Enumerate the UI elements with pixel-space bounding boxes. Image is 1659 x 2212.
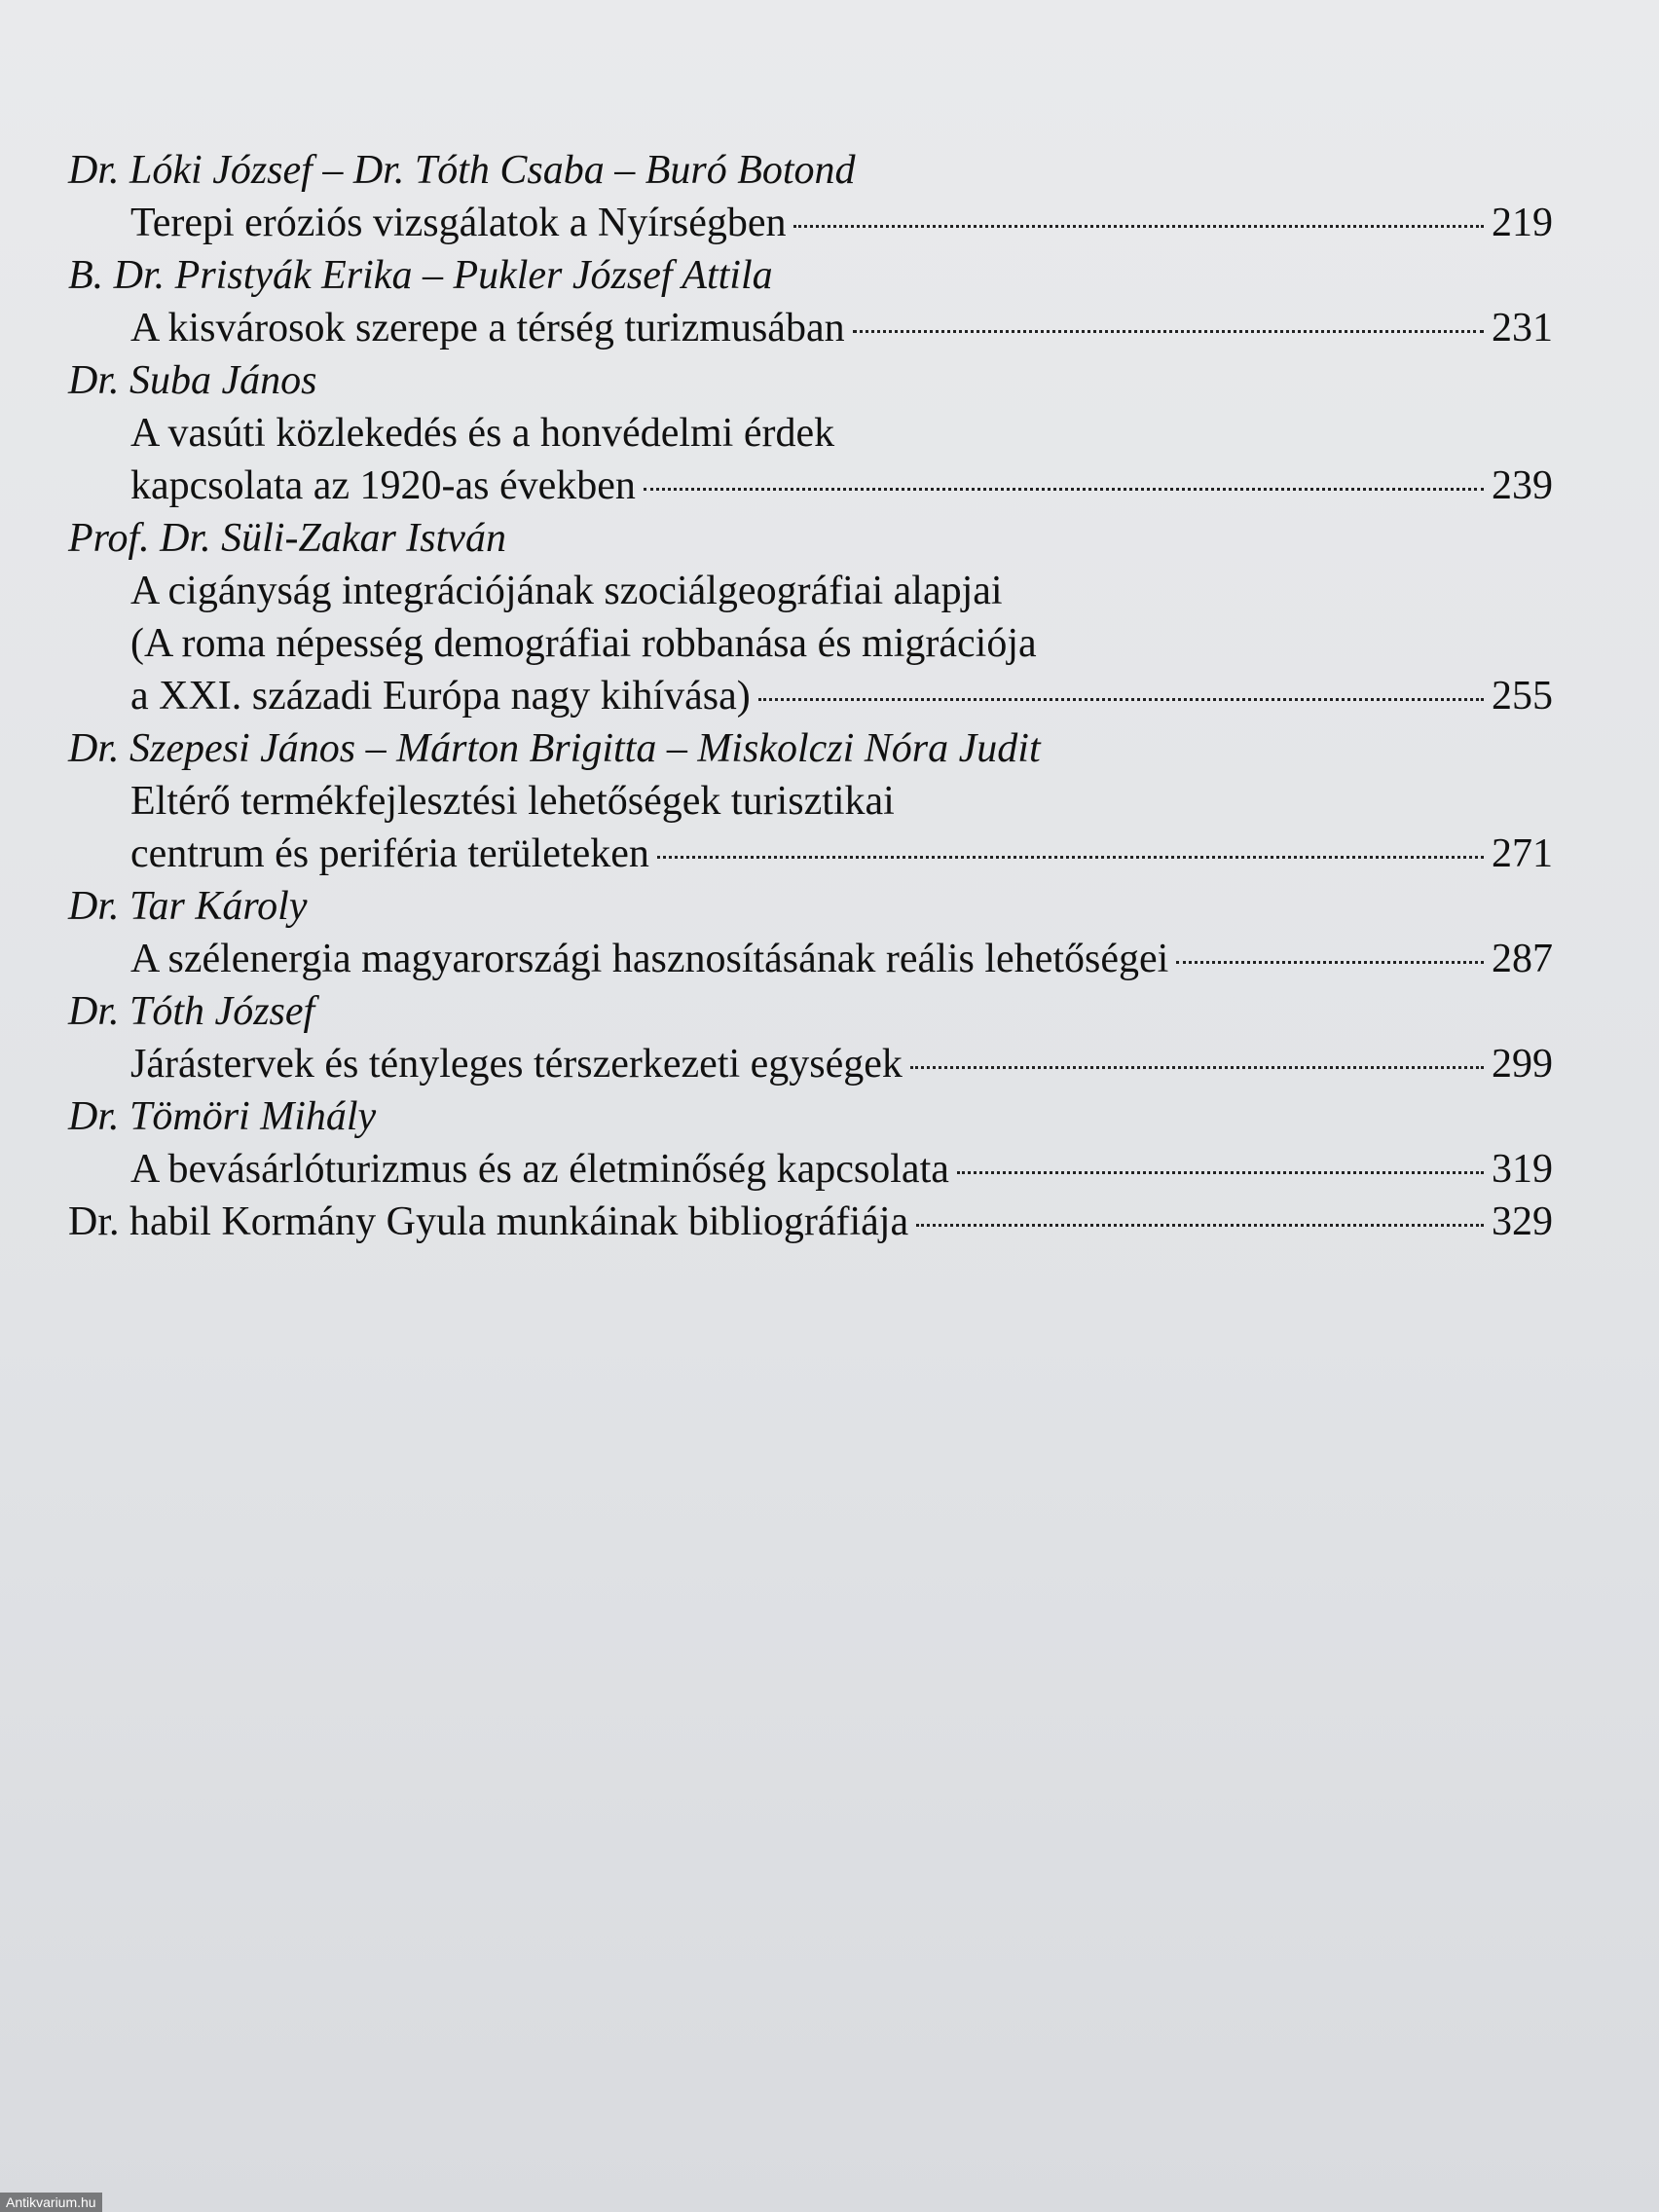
toc-entry-page-number: 329 [1492, 1199, 1553, 1244]
toc-entry-page-number: 287 [1492, 937, 1553, 981]
toc-entry-title: a XXI. századi Európa nagy kihívása) [130, 674, 751, 719]
toc-entry-page-number: 271 [1492, 831, 1553, 876]
table-of-contents [68, 144, 1553, 1248]
toc-entry-title-line: A vasúti közlekedés és a honvédelmi érdek [130, 411, 835, 456]
dot-leader [1176, 961, 1484, 964]
toc-entry-title: A bevásárlóturizmus és az életminőség kapcsolata [130, 1147, 949, 1192]
watermark: Antikvarium.hu [0, 2193, 102, 2212]
toc-entry-page-number: 299 [1492, 1042, 1553, 1087]
toc-entry [68, 512, 1553, 722]
dot-leader [910, 1066, 1484, 1069]
dot-leader [916, 1224, 1484, 1227]
toc-entry-title-with-page [68, 1038, 1553, 1090]
toc-entry-title: A szélenergia magyarországi hasznosításának reális lehetőségei [130, 937, 1169, 981]
toc-entry-title: A kisvárosok szerepe a térség turizmusában [130, 306, 845, 350]
toc-entry-page-number: 231 [1492, 306, 1553, 350]
toc-entry [68, 1090, 1553, 1196]
toc-entry-title-line: Eltérő termékfejlesztési lehetőségek turisztikai [130, 779, 895, 824]
toc-entry-title-with-page [68, 828, 1553, 880]
toc-entry-title: Járástervek és tényleges térszerkezeti egységek [130, 1042, 903, 1087]
dot-leader [793, 225, 1484, 228]
toc-entry-author: Dr. Szepesi János – Márton Brigitta – Miskolczi Nóra Judit [68, 726, 1041, 771]
toc-entry-page-number: 255 [1492, 674, 1553, 719]
toc-entry-title: kapcsolata az 1920-as években [130, 463, 636, 508]
dot-leader [853, 330, 1484, 333]
toc-entry [68, 249, 1553, 354]
toc-entry-title-with-page [68, 197, 1553, 249]
toc-entry-title-with-page [68, 302, 1553, 354]
toc-entry-author: Dr. Lóki József – Dr. Tóth Csaba – Buró Botond [68, 148, 856, 193]
toc-entry-author: Dr. Tar Károly [68, 884, 308, 929]
toc-entry-page-number: 239 [1492, 463, 1553, 508]
toc-entry-author: Prof. Dr. Süli-Zakar István [68, 516, 506, 561]
toc-entry-author: Dr. Tóth József [68, 989, 315, 1034]
toc-entry [68, 144, 1553, 249]
toc-entry [68, 880, 1553, 985]
toc-entry [68, 1196, 1553, 1248]
toc-entry-title-with-page [68, 1143, 1553, 1196]
dot-leader [657, 856, 1484, 859]
toc-entry [68, 722, 1553, 880]
toc-entry-author: B. Dr. Pristyák Erika – Pukler József Attila [68, 253, 773, 298]
toc-entry [68, 354, 1553, 512]
toc-entry [68, 985, 1553, 1090]
toc-entry-title-with-page [68, 670, 1553, 722]
toc-entry-title: Dr. habil Kormány Gyula munkáinak bibliográfiája [68, 1199, 909, 1244]
dot-leader [957, 1171, 1484, 1174]
toc-entry-author: Dr. Tömöri Mihály [68, 1094, 377, 1139]
toc-entry-title-with-page [68, 460, 1553, 512]
toc-entry-title-line: A cigányság integrációjának szociálgeográfiai alapjai [130, 569, 1003, 613]
toc-entry-title-line: (A roma népesség demográfiai robbanása és migrációja [130, 621, 1037, 666]
toc-entry-title: centrum és periféria területeken [130, 831, 649, 876]
toc-entry-author: Dr. Suba János [68, 358, 317, 403]
toc-entry-page-number: 219 [1492, 201, 1553, 245]
toc-entry-title-with-page [68, 933, 1553, 985]
toc-entry-title: Terepi eróziós vizsgálatok a Nyírségben [130, 201, 787, 245]
dot-leader [758, 698, 1484, 701]
toc-entry-page-number: 319 [1492, 1147, 1553, 1192]
dot-leader [644, 488, 1484, 491]
toc-entry-title-with-page [68, 1196, 1553, 1248]
